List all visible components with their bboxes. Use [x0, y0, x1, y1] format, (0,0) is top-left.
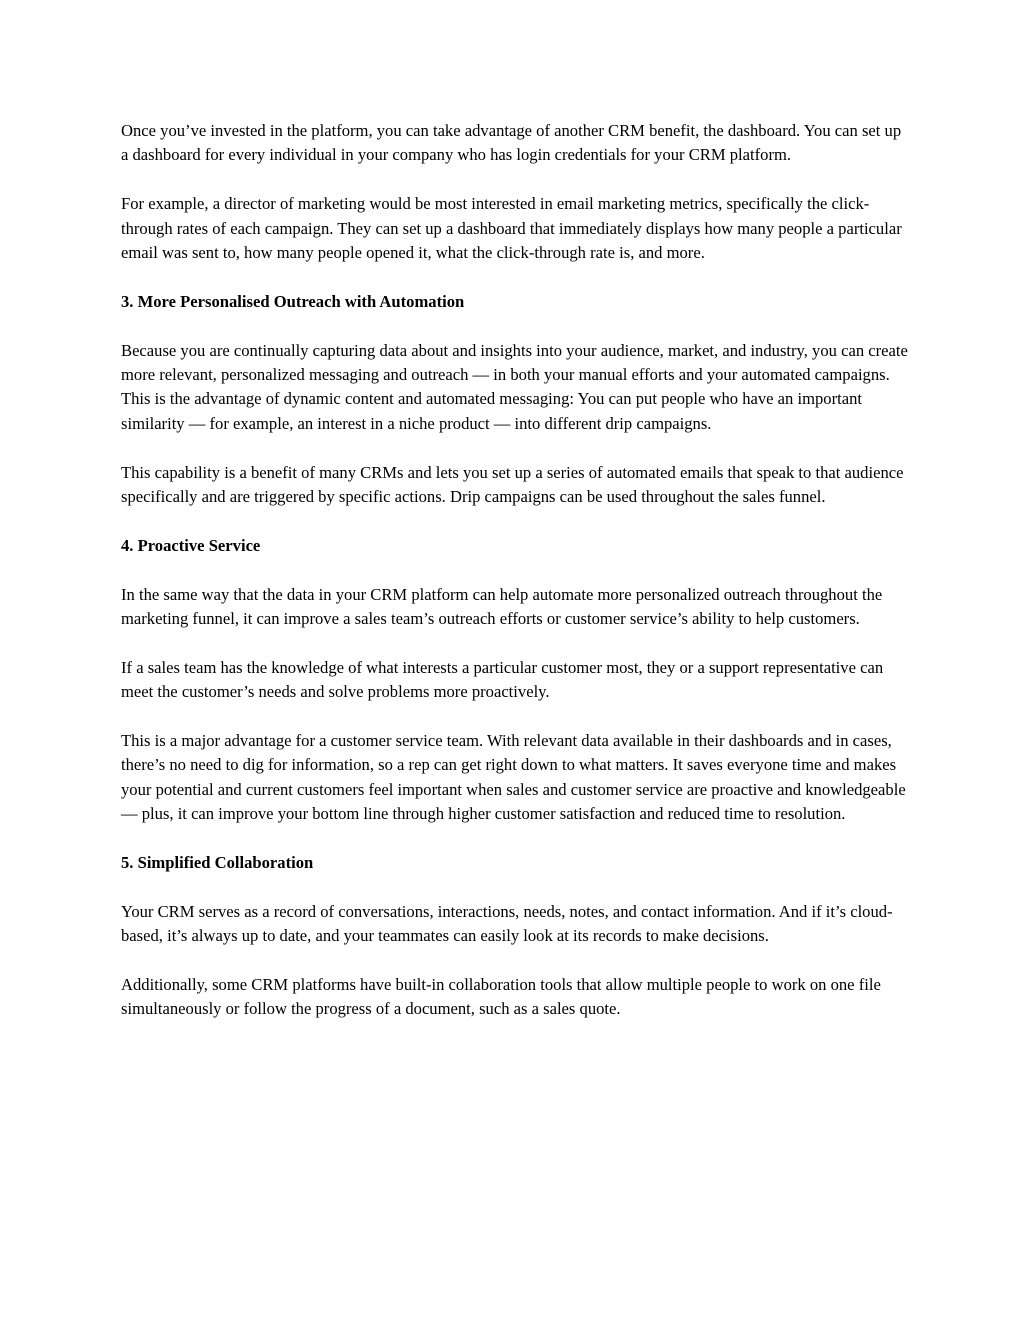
heading-personalised-outreach: 3. More Personalised Outreach with Automation — [121, 291, 465, 311]
paragraph-sales-outreach: In the same way that the data in your CRM platform can help automate more personalized outreach throughout the marketing funnel, it can improve a sales team’s outreach efforts or customer service’s ability to help customers. — [121, 584, 883, 629]
paragraph-dashboard-benefit: Once you’ve invested in the platform, you can take advantage of another CRM benefit, the dashboard. You can set up a dashboard for every individual in your company who has login credentials for your CRM platform. — [121, 121, 902, 165]
document-page — [121, 119, 911, 1046]
heading-proactive-service: 4. Proactive Service — [121, 535, 261, 555]
paragraph-customer-knowledge: If a sales team has the knowledge of what interests a particular customer most, they or a support representative can meet the customer’s needs and solve problems more proactively. — [121, 657, 884, 702]
paragraph-crm-record: Your CRM serves as a record of conversations, interactions, needs, notes, and contact information. And if it’s cloud-based, it’s always up to date, and your teammates can easily look at its records to make decisions. — [121, 901, 893, 946]
paragraph-service-advantage: This is a major advantage for a customer service team. With relevant data available in their dashboards and in cases, there’s no need to dig for information, so a rep can get right down to what matters. It saves everyone time and makes your potential and current customers feel important when sales and customer service are proactive and knowledgeable — plus, it can improve your bottom line through higher customer satisfaction and reduced time to resolution. — [121, 731, 906, 824]
paragraph-drip-campaigns: This capability is a benefit of many CRMs and lets you set up a series of automated emails that speak to that audience specifically and are triggered by specific actions. Drip campaigns can be used throughout the sales funnel. — [121, 462, 904, 507]
paragraph-marketing-example: For example, a director of marketing would be most interested in email marketing metrics, specifically the click-through rates of each campaign. They can set up a dashboard that immediately displays how many people a particular email was sent to, how many people opened it, what the click-through rate is, and more. — [121, 194, 902, 263]
paragraph-collaboration-tools: Additionally, some CRM platforms have built-in collaboration tools that allow multiple people to work on one file simultaneously or follow the progress of a document, such as a sales quote. — [121, 975, 881, 1019]
heading-simplified-collaboration: 5. Simplified Collaboration — [121, 853, 314, 873]
paragraph-audience-data: Because you are continually capturing data about and insights into your audience, market, and industry, you can create more relevant, personalized messaging and outreach — in both your manual efforts and your automated campaigns. This is the advantage of dynamic content and automated messaging: You can put people who have an important similarity — for example, an interest in a niche product — into different drip campaigns. — [121, 340, 908, 433]
